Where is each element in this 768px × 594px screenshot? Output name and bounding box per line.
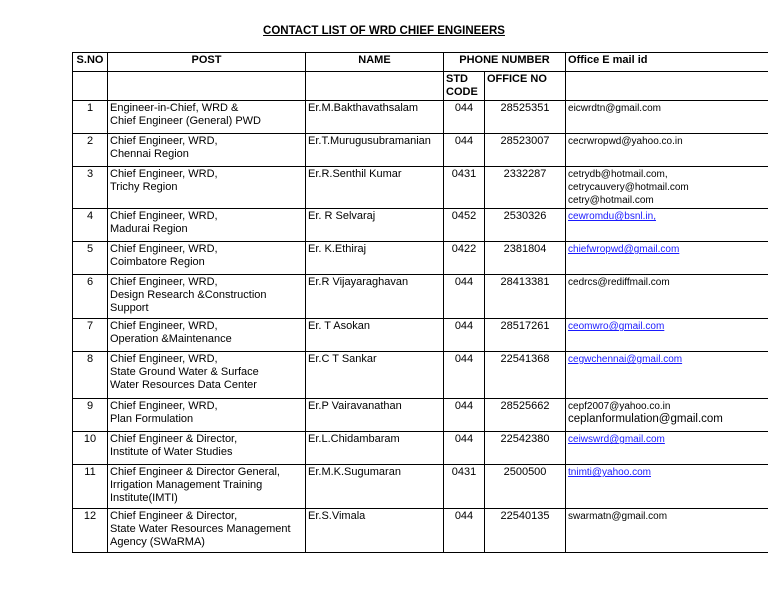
cell-name: Er.C T Sankar [306,352,444,399]
post-line: Chennai Region [110,148,189,160]
cell-email [566,209,768,242]
header-name: NAME [306,53,444,72]
cell-email [566,432,768,465]
cell-email [566,101,768,134]
cell-sno: 12 [73,509,108,553]
cell-sno: 2 [73,134,108,167]
email-text: ceplanformulation@gmail.com [568,413,723,425]
cell-std-code: 0452 [444,209,485,242]
cell-name: Er.R.Senthil Kumar [306,167,444,209]
cell-post [108,134,306,167]
table-row [73,432,768,465]
cell-name: Er. T Asokan [306,319,444,352]
cell-post [108,209,306,242]
post-line: Chief Engineer & Director General, [110,466,280,478]
cell-post [108,352,306,399]
cell-std-code: 044 [444,509,485,553]
email-link[interactable]: ceomwro@gmail.com [568,321,665,332]
cell-office-no: 28517261 [485,319,566,352]
cell-post [108,242,306,275]
cell-email [566,242,768,275]
cell-sno: 1 [73,101,108,134]
cell-email [566,319,768,352]
cell-name: Er.S.Vimala [306,509,444,553]
post-line: Chief Engineer, WRD, [110,320,218,332]
cell-sno: 7 [73,319,108,352]
cell-post [108,399,306,432]
cell-std-code: 044 [444,275,485,319]
cell-std-code: 044 [444,399,485,432]
post-line: Chief Engineer & Director, [110,433,238,445]
header-phone-number: PHONE NUMBER [444,53,566,72]
email-text: cedrcs@rediffmail.com [568,277,670,288]
table-row [73,134,768,167]
cell-post [108,319,306,352]
post-line: Engineer-in-Chief, WRD & [110,102,239,114]
header-post: POST [108,53,306,72]
cell-std-code: 044 [444,352,485,399]
cell-post [108,432,306,465]
cell-post [108,275,306,319]
cell-office-no: 22542380 [485,432,566,465]
page-title: CONTACT LIST OF WRD CHIEF ENGINEERS [263,25,505,37]
cell-std-code: 044 [444,319,485,352]
post-line: Chief Engineer & Director, [110,510,238,522]
post-line: Chief Engineer, WRD, [110,135,218,147]
email-link[interactable]: ceiwswrd@gmail.com [568,434,665,445]
cell-name: Er. K.Ethiraj [306,242,444,275]
email-link[interactable]: tnimti@yahoo.com [568,467,651,478]
cell-post [108,101,306,134]
header-sno: S.NO [73,53,108,72]
cell-post [108,509,306,553]
post-line: Trichy Region [110,181,178,193]
email-text: cetrydb@hotmail.com, [568,169,668,180]
cell-name: Er. R Selvaraj [306,209,444,242]
cell-name: Er.L.Chidambaram [306,432,444,465]
post-line: State Water Resources Management [110,523,291,535]
cell-office-no: 28523007 [485,134,566,167]
email-text: swarmatn@gmail.com [568,511,668,522]
cell-sno: 8 [73,352,108,399]
post-line: Chief Engineer, WRD, [110,210,218,222]
cell-name: Er.T.Murugusubramanian [306,134,444,167]
cell-sno: 5 [73,242,108,275]
header-email: Office E mail id [566,53,768,72]
cell-email [566,509,768,553]
header-office-no: OFFICE NO [485,72,566,101]
post-line: Operation &Maintenance [110,333,232,345]
cell-office-no: 2530326 [485,209,566,242]
table-row [73,399,768,432]
cell-name: Er.M.K.Sugumaran [306,465,444,509]
table-row [73,465,768,509]
cell-office-no: 28413381 [485,275,566,319]
cell-email [566,352,768,399]
email-text: cepf2007@yahoo.co.in [568,401,671,412]
cell-sno: 9 [73,399,108,432]
cell-sno: 6 [73,275,108,319]
cell-name: Er.M.Bakthavathsalam [306,101,444,134]
post-line: Chief Engineer (General) PWD [110,115,262,127]
cell-office-no: 2500500 [485,465,566,509]
cell-office-no: 22540135 [485,509,566,553]
cell-sno: 10 [73,432,108,465]
post-line: Irrigation Management Training [110,479,263,491]
post-line: Chief Engineer, WRD, [110,243,218,255]
cell-email [566,275,768,319]
email-link[interactable]: cegwchennai@gmail.com [568,354,683,365]
cell-email [566,167,768,209]
post-line: Plan Formulation [110,413,194,425]
contact-table [72,52,768,553]
cell-sno: 11 [73,465,108,509]
post-line: Chief Engineer, WRD, [110,400,218,412]
post-line: Chief Engineer, WRD, [110,353,218,365]
table-row [73,209,768,242]
cell-office-no: 22541368 [485,352,566,399]
cell-sno: 4 [73,209,108,242]
table-row [73,167,768,209]
post-line: Water Resources Data Center [110,379,257,391]
cell-office-no: 28525662 [485,399,566,432]
post-line: Madurai Region [110,223,188,235]
table-row [73,352,768,399]
table-row [73,509,768,553]
post-line: Chief Engineer, WRD, [110,276,218,288]
cell-email [566,465,768,509]
email-link[interactable]: cewromdu@bsnl.in, [568,211,656,222]
post-line: Institute(IMTI) [110,492,178,504]
cell-post [108,167,306,209]
email-link[interactable]: chiefwropwd@gmail.com [568,244,680,255]
header-std-code: STD CODE [444,72,485,101]
cell-name: Er.P Vairavanathan [306,399,444,432]
cell-email [566,399,768,432]
post-line: Coimbatore Region [110,256,205,268]
email-text: cecrwropwd@yahoo.co.in [568,136,683,147]
cell-sno: 3 [73,167,108,209]
table-row [73,319,768,352]
cell-std-code: 0422 [444,242,485,275]
cell-office-no: 28525351 [485,101,566,134]
table-row [73,275,768,319]
email-text: eicwrdtn@gmail.com [568,103,661,114]
post-line: Design Research &Construction [110,289,267,301]
email-text: cetrycauvery@hotmail.com [568,182,689,193]
cell-std-code: 044 [444,101,485,134]
cell-std-code: 0431 [444,167,485,209]
post-line: Support [110,302,149,314]
post-line: Agency (SWaRMA) [110,536,205,548]
table-row [73,242,768,275]
post-line: Institute of Water Studies [110,446,233,458]
table-row [73,101,768,134]
cell-email [566,134,768,167]
cell-std-code: 044 [444,134,485,167]
cell-office-no: 2332287 [485,167,566,209]
post-line: State Ground Water & Surface [110,366,259,378]
cell-name: Er.R Vijayaraghavan [306,275,444,319]
cell-std-code: 0431 [444,465,485,509]
email-text: cetry@hotmail.com [568,195,654,206]
cell-post [108,465,306,509]
cell-std-code: 044 [444,432,485,465]
cell-office-no: 2381804 [485,242,566,275]
post-line: Chief Engineer, WRD, [110,168,218,180]
